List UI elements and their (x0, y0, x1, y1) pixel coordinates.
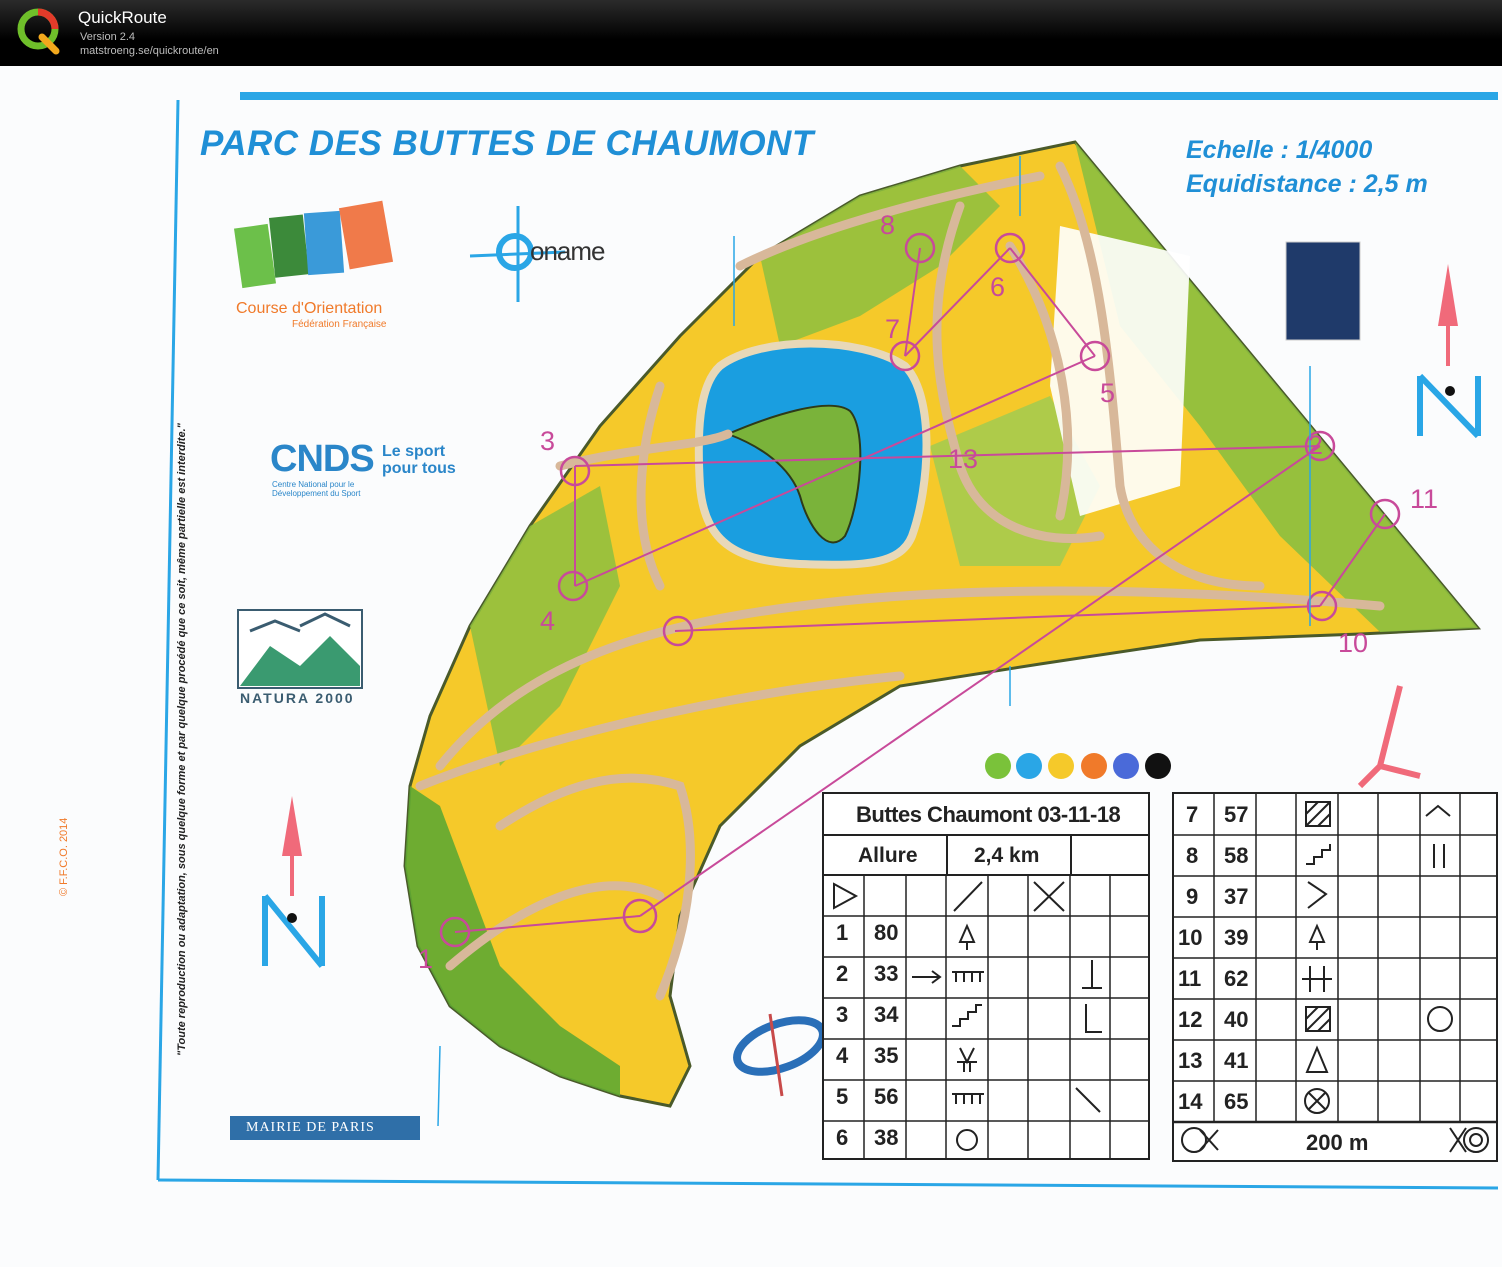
ministry-logo (1286, 242, 1360, 340)
row-9-number: 9 (1186, 884, 1199, 909)
map-sheet[interactable] (0, 66, 1502, 1267)
divider (1070, 836, 1072, 876)
natura-2000-logo (238, 610, 362, 688)
divider (946, 836, 948, 876)
control-number-4: 4 (540, 606, 556, 636)
row-7-number: 7 (1186, 802, 1199, 827)
natura-text: NATURA 2000 (240, 690, 355, 706)
map-frame-top (240, 92, 1498, 100)
row-4-code: 35 (874, 1043, 899, 1068)
symbol-legend-circles (985, 753, 1171, 779)
disclaimer-text: "Toute reproduction ou adaptation, sous quelque forme et par quelque procédé que ce soit, même partielle est interdite." (176, 423, 188, 1056)
app-version: Version 2.4 (80, 31, 136, 43)
control-number-13: 13 (948, 444, 979, 474)
course-distance: 2,4 km (974, 844, 1040, 867)
quickroute-logo-icon (16, 7, 62, 55)
allure-label: Allure (858, 844, 918, 867)
control-number-1: 1 (418, 944, 434, 974)
ffco-logo (234, 201, 393, 288)
row-3-number: 3 (836, 1002, 849, 1027)
row-12-number: 12 (1178, 1007, 1203, 1032)
row-13-number: 13 (1178, 1048, 1203, 1073)
cnds-tagline-2: pour tous (382, 460, 456, 477)
control-number-11: 11 (1410, 484, 1439, 514)
cnds-small-text: Centre National pour le Développement du Sport (272, 480, 361, 498)
map-contour-interval: Equidistance : 2,5 m (1186, 170, 1428, 198)
finish-drawing (1360, 686, 1420, 786)
row-2-number: 2 (836, 961, 849, 986)
row-1-number: 1 (836, 920, 849, 945)
app-title: QuickRoute (78, 8, 167, 27)
cnds-tagline-1: Le sport (382, 443, 446, 460)
row-6-number: 6 (836, 1125, 849, 1150)
map-frame-left (158, 100, 178, 1180)
control-number-7: 7 (885, 314, 901, 344)
control-number-3: 3 (540, 426, 556, 456)
row-2-code: 33 (874, 961, 899, 986)
row-7-code: 57 (1224, 802, 1249, 827)
row-5-code: 56 (874, 1084, 899, 1109)
control-number-5: 5 (1100, 378, 1116, 408)
ffco-subtitle: Course d'Orientation (236, 300, 383, 317)
title-bar (0, 0, 1502, 66)
course-info-row (824, 836, 1148, 876)
description-grid-right (1174, 794, 1496, 1160)
course-title: Buttes Chaumont 03-11-18 (824, 794, 1148, 836)
oname-text: oname (530, 236, 605, 266)
row-8-code: 58 (1224, 843, 1249, 868)
row-4-number: 4 (836, 1043, 849, 1068)
row-11-number: 11 (1178, 966, 1202, 991)
row-14-code: 65 (1224, 1089, 1249, 1114)
description-grid-left (824, 876, 1148, 1158)
north-arrow-left (265, 796, 322, 966)
row-12-code: 40 (1224, 1007, 1249, 1032)
control-number-2: 2 (1308, 430, 1324, 460)
row-9-code: 37 (1224, 884, 1249, 909)
ligue-logo (730, 1010, 830, 1096)
control-number-8: 8 (880, 210, 896, 240)
control-number-10: 10 (1338, 628, 1369, 658)
copyright-text: © F.F.C.O. 2014 (58, 817, 70, 896)
north-arrow-right (1420, 264, 1478, 436)
row-13-code: 41 (1224, 1048, 1249, 1073)
row-5-number: 5 (836, 1084, 849, 1109)
row-8-number: 8 (1186, 843, 1199, 868)
row-3-code: 34 (874, 1002, 899, 1027)
map-frame-bottom (158, 1180, 1498, 1188)
row-10-code: 39 (1224, 925, 1249, 950)
app-url[interactable]: matstroeng.se/quickroute/en (80, 45, 219, 57)
row-10-number: 10 (1178, 925, 1203, 950)
ffco-subtitle-2: Fédération Française (292, 319, 387, 330)
row-14-number: 14 (1178, 1089, 1203, 1114)
row-11-code: 62 (1224, 966, 1249, 991)
map-title: PARC DES BUTTES DE CHAUMONT (200, 124, 814, 163)
map-scale: Echelle : 1/4000 (1186, 136, 1373, 164)
row-1-code: 80 (874, 920, 899, 945)
control-description-table-left (822, 792, 1150, 1160)
mairie-de-paris-banner: MAIRIE DE PARIS (230, 1116, 420, 1140)
cnds-text: CNDS (270, 438, 374, 480)
control-number-6: 6 (990, 272, 1006, 302)
finish-distance: 200 m (1306, 1130, 1369, 1155)
control-description-table-right (1172, 792, 1498, 1162)
row-6-code: 38 (874, 1125, 899, 1150)
